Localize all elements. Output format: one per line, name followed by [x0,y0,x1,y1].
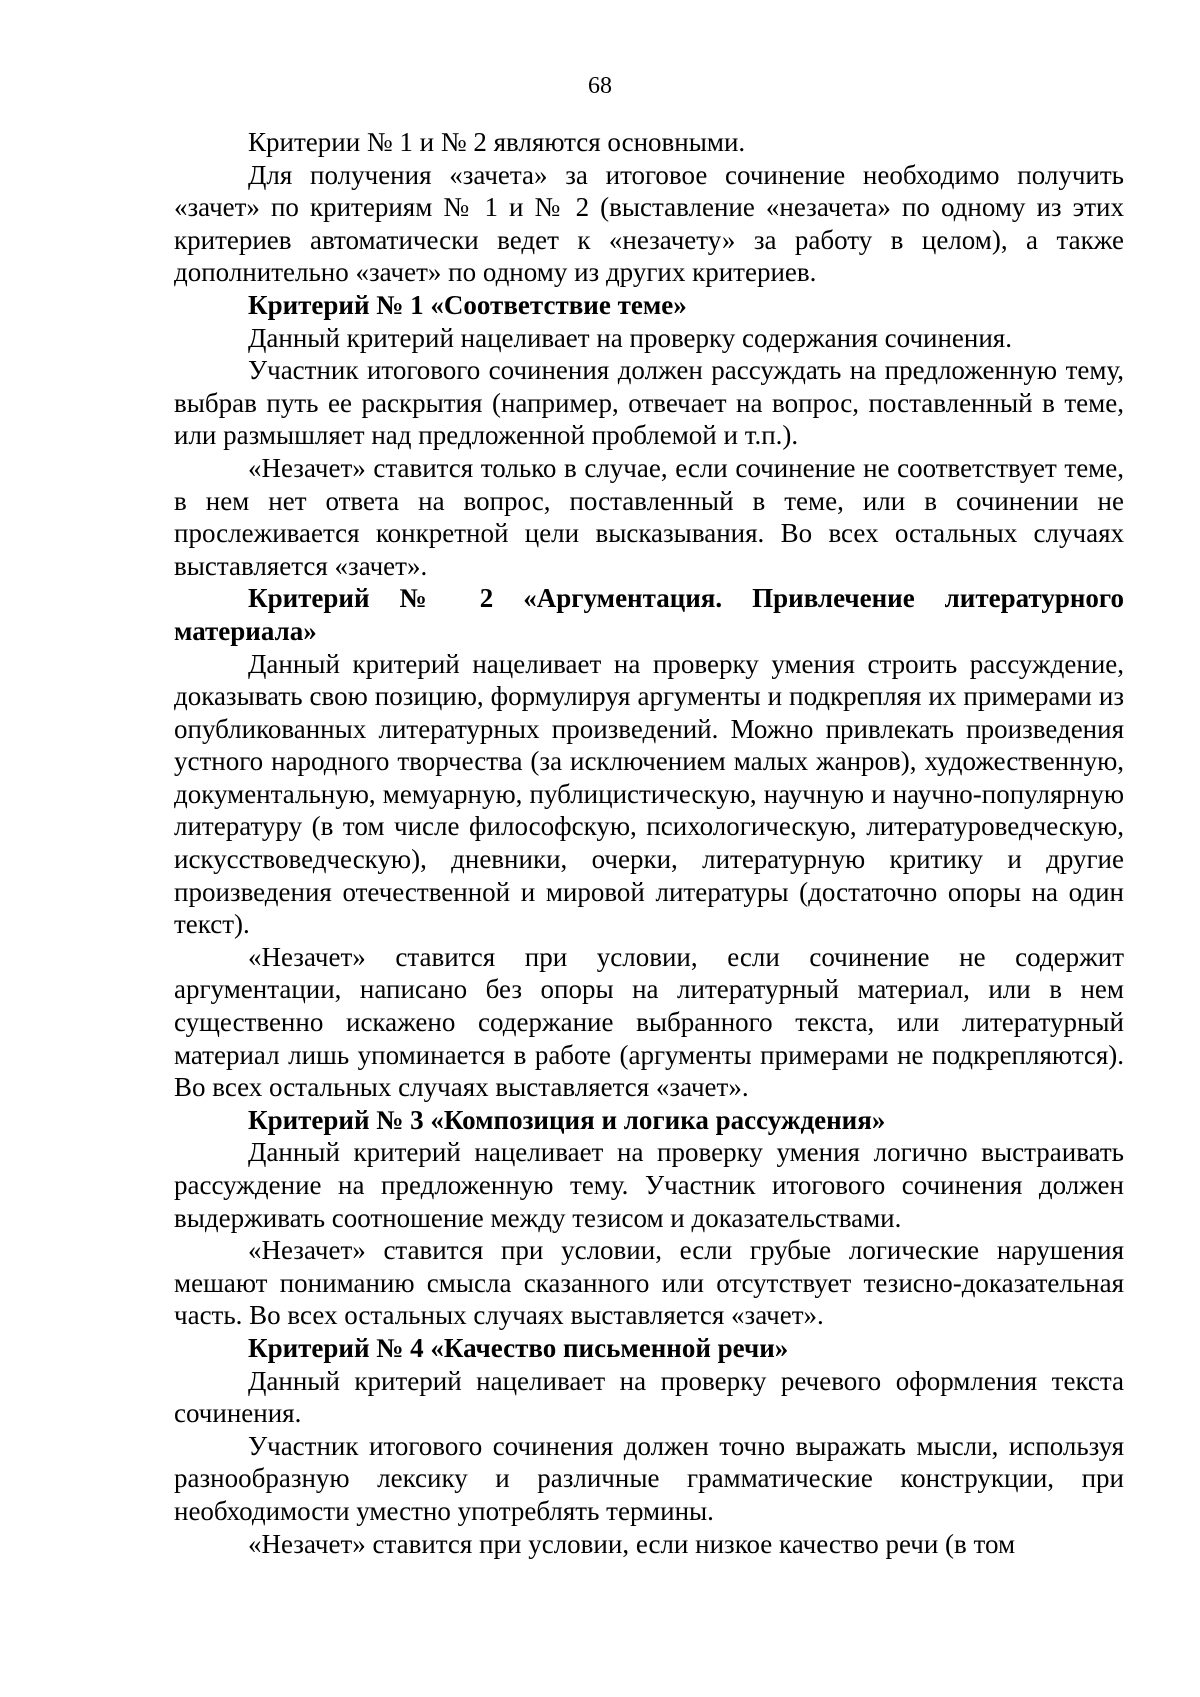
paragraph: «Незачет» ставится при условии, если грубые логические нарушения мешают пониманию смысла сказанного или отсутствует тезисно-доказательная часть. Во всех остальных случаях выставляется «зачет». [174,1235,1124,1331]
section-heading-criterion-2: Критерий № 2 «Аргументация. Привлечение литературного материала» [174,583,1124,646]
paragraph: Данный критерий нацеливает на проверку умения логично выстраивать рассуждение на предложенную тему. Участник итогового сочинения должен выдерживать соотношение между тезисом и доказательствами. [174,1137,1124,1233]
page-number: 68 [588,73,612,99]
document-body [174,126,1124,1560]
section-heading-criterion-4: Критерий № 4 «Качество письменной речи» [248,1332,789,1363]
section-heading-criterion-1: Критерий № 1 «Соответствие теме» [248,289,687,320]
paragraph: «Незачет» ставится при условии, если низкое качество речи (в том [248,1528,1016,1559]
paragraph: Участник итогового сочинения должен точно выражать мысли, используя разнообразную лексику и различные грамматические конструкции, при необходимости уместно употреблять термины. [174,1430,1124,1526]
paragraph: Для получения «зачета» за итоговое сочинение необходимо получить «зачет» по критериям № 1 и № 2 (выставление «незачета» по одному из этих критериев автоматически ведет к «незачету» за работу в целом), а также дополнительно «зачет» по одному из других критериев. [174,159,1124,288]
paragraph: Данный критерий нацеливает на проверку умения строить рассуждение, доказывать свою позицию, формулируя аргументы и подкрепляя их примерами из опубликованных литературных произведений. Можно привлекать произведения устного народного творчества (за исключением малых жанров), художественную, документальную, мемуарную, публицистическую, научную и научно-популярную литературу (в том числе философскую, психологическую, литературоведческую, искусствоведческую), дневники, очерки, литературную критику и другие произведения отечественной и мировой литературы (достаточно опоры на один текст). [174,648,1124,940]
paragraph: Участник итогового сочинения должен рассуждать на предложенную тему, выбрав путь ее раскрытия (например, отвечает на вопрос, поставленный в теме, или размышляет над предложенной проблемой и т.п.). [174,355,1124,451]
paragraph: Данный критерий нацеливает на проверку речевого оформления текста сочинения. [174,1365,1124,1429]
paragraph: «Незачет» ставится только в случае, если сочинение не соответствует теме, в нем нет ответа на вопрос, поставленный в теме, или в сочинении не прослеживается конкретной цели высказывания. Во всех остальных случаях выставляется «зачет». [174,452,1124,581]
section-heading-criterion-3: Критерий № 3 «Композиция и логика рассуждения» [248,1104,886,1135]
paragraph: Критерии № 1 и № 2 являются основными. [248,127,746,157]
paragraph: «Незачет» ставится при условии, если сочинение не содержит аргументации, написано без опоры на литературный материал, или в нем существенно искажено содержание выбранного текста, или литературный материал лишь упоминается в работе (аргументы примерами не подкрепляются). Во всех остальных случаях выставляется «зачет». [174,941,1124,1103]
paragraph: Данный критерий нацеливает на проверку содержания сочинения. [248,322,1012,353]
